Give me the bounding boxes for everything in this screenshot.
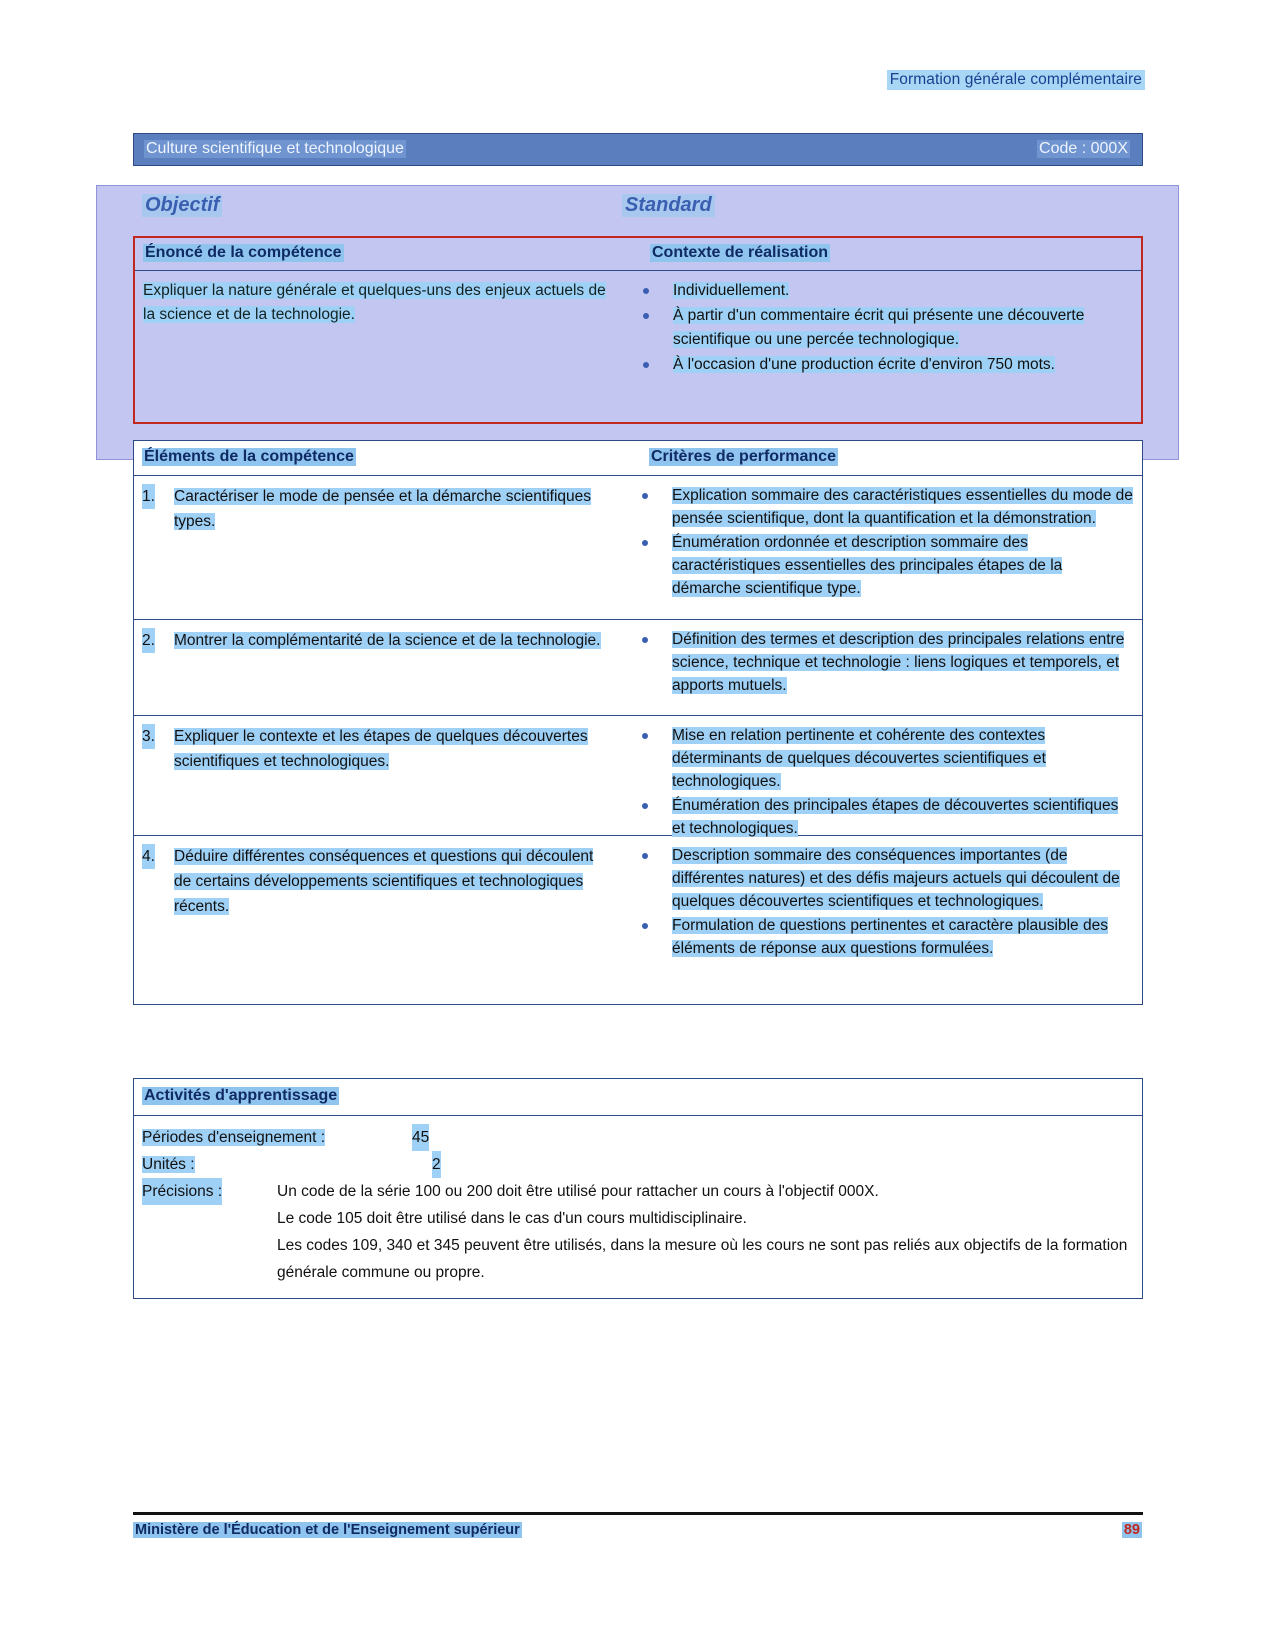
realisation-context-header: Contexte de réalisation — [652, 244, 829, 261]
running-head: Formation générale complémentaire — [887, 70, 1145, 90]
element-text: Déduire différentes conséquences et questions qui découlent de certains développements scientifiques et technologiques récents. — [174, 848, 594, 915]
element-number: 1. — [142, 484, 155, 509]
precision-line: Un code de la série 100 ou 200 doit être utilisé pour rattacher un cours à l'objectif 000X. — [277, 1183, 879, 1200]
table-row — [134, 476, 1142, 620]
footer-ministry: Ministère de l'Éducation et de l'Enseignement supérieur — [135, 1522, 520, 1538]
element-text: Caractériser le mode de pensée et la démarche scientifiques types. — [174, 488, 592, 530]
page-number: 89 — [1123, 1522, 1140, 1538]
elements-header: Éléments de la compétence — [144, 448, 354, 465]
objective-code: Code : 000X — [1039, 140, 1128, 157]
precision-line: Les codes 109, 340 et 345 peuvent être utilisés, dans la mesure où les cours ne sont pas reliés aux objectifs de la formation générale commune ou propre. — [277, 1237, 1128, 1281]
list-item: Explication sommaire des caractéristiques essentielles du mode de pensée scientifique, dont la quantification et la démonstration. — [634, 484, 1134, 530]
competence-statement — [143, 279, 613, 327]
objective-title-bar — [133, 133, 1143, 166]
elements-criteria-table — [133, 440, 1143, 1005]
list-item: À partir d'un commentaire écrit qui présente une découverte scientifique ou une percée technologique. — [635, 304, 1130, 352]
element-number: 2. — [142, 628, 155, 653]
competence-statement-text: Expliquer la nature générale et quelques-uns des enjeux actuels de la science et de la technologie. — [143, 282, 606, 323]
table-row — [134, 716, 1142, 836]
element-cell — [142, 484, 612, 534]
criteria-cell — [634, 724, 1134, 840]
element-cell — [142, 724, 612, 774]
list-item: Énumération ordonnée et description sommaire des caractéristiques essentielles des principales étapes de la démarche scientifique type. — [634, 531, 1134, 600]
footer-divider — [133, 1512, 1143, 1515]
criteria-cell — [634, 628, 1134, 697]
periods-line — [142, 1124, 1134, 1151]
element-text: Montrer la complémentarité de la science et de la technologie. — [174, 632, 601, 649]
list-item: Énumération des principales étapes de découvertes scientifiques et technologiques. — [634, 794, 1134, 840]
criteria-cell — [634, 484, 1134, 600]
element-number: 4. — [142, 844, 155, 869]
competence-body — [135, 271, 1141, 422]
criteria-cell — [634, 844, 1134, 960]
periods-value: 45 — [412, 1124, 429, 1151]
activities-header-row — [134, 1079, 1142, 1116]
table-row — [134, 620, 1142, 716]
list-item: Formulation de questions pertinentes et caractère plausible des éléments de réponse aux questions formulées. — [634, 914, 1134, 960]
precision-line: Le code 105 doit être utilisé dans le cas d'un cours multidisciplinaire. — [277, 1210, 747, 1227]
standard-label: Standard — [622, 194, 715, 217]
element-number: 3. — [142, 724, 155, 749]
competence-box — [133, 236, 1143, 424]
periods-label: Périodes d'enseignement : — [142, 1129, 326, 1146]
list-item: Individuellement. — [635, 279, 1130, 303]
competence-header-row — [135, 238, 1141, 271]
list-item: Définition des termes et description des principales relations entre science, technique et technologie : liens logiques et temporels, et apports mutuels. — [634, 628, 1134, 697]
precisions-block — [142, 1178, 1134, 1286]
realisation-context-list — [635, 279, 1130, 378]
activities-header: Activités d'apprentissage — [144, 1087, 338, 1104]
objectif-label: Objectif — [142, 194, 222, 217]
table-row — [134, 836, 1142, 1004]
units-label: Unités : — [142, 1156, 195, 1173]
activities-body — [134, 1116, 1142, 1298]
element-text: Expliquer le contexte et les étapes de quelques découvertes scientifiques et technologiques. — [174, 728, 588, 770]
element-cell — [142, 628, 612, 653]
units-value: 2 — [432, 1151, 441, 1178]
list-item: Mise en relation pertinente et cohérente des contextes déterminants de quelques découvertes scientifiques et technologiques. — [634, 724, 1134, 793]
criteria-header: Critères de performance — [651, 448, 836, 465]
precisions-label: Précisions : — [142, 1178, 222, 1205]
objective-title: Culture scientifique et technologique — [146, 140, 404, 157]
elements-header-row — [134, 441, 1142, 476]
competence-statement-header: Énoncé de la compétence — [145, 244, 342, 261]
units-line — [142, 1151, 1134, 1178]
learning-activities-box — [133, 1078, 1143, 1299]
list-item: À l'occasion d'une production écrite d'environ 750 mots. — [635, 353, 1130, 377]
list-item: Description sommaire des conséquences importantes (de différentes natures) et des défis majeurs actuels qui découlent de quelques découvertes scientifiques et technologiques. — [634, 844, 1134, 913]
element-cell — [142, 844, 612, 919]
